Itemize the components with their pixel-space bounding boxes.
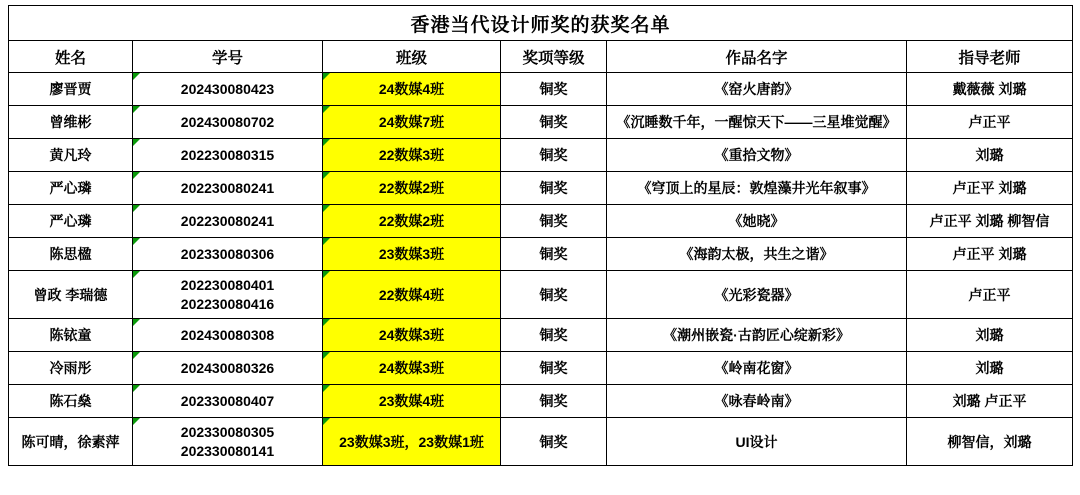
- cell-student-id[interactable]: 202430080423: [133, 73, 323, 106]
- cell-award-level[interactable]: 铜奖: [501, 238, 607, 271]
- cell-tutor[interactable]: 刘璐 卢正平: [907, 385, 1073, 418]
- column-header-class: 班级: [323, 41, 501, 73]
- cell-work-title[interactable]: 《岭南花窗》: [607, 352, 907, 385]
- table-row[interactable]: [9, 319, 1073, 352]
- cell-award-level[interactable]: 铜奖: [501, 385, 607, 418]
- cell-student-id[interactable]: 202230080315: [133, 139, 323, 172]
- cell-student-id[interactable]: 202230080241: [133, 205, 323, 238]
- cell-name[interactable]: 廖晋贾: [9, 73, 133, 106]
- cell-student-id[interactable]: 202430080326: [133, 352, 323, 385]
- cell-name[interactable]: 严心璘: [9, 172, 133, 205]
- cell-tutor[interactable]: 卢正平 刘璐: [907, 238, 1073, 271]
- table-row[interactable]: [9, 271, 1073, 319]
- cell-award-level[interactable]: 铜奖: [501, 319, 607, 352]
- cell-class[interactable]: 23数媒4班: [323, 385, 501, 418]
- cell-award-level[interactable]: 铜奖: [501, 139, 607, 172]
- cell-tutor[interactable]: 卢正平 刘璐: [907, 172, 1073, 205]
- cell-student-id[interactable]: 202230080401 202230080416: [133, 271, 323, 319]
- page-title: 香港当代设计师奖的获奖名单: [9, 6, 1073, 41]
- cell-work-title[interactable]: 《咏春岭南》: [607, 385, 907, 418]
- table-row[interactable]: [9, 352, 1073, 385]
- cell-award-level[interactable]: 铜奖: [501, 352, 607, 385]
- table-row[interactable]: [9, 385, 1073, 418]
- cell-tutor[interactable]: 柳智信，刘璐: [907, 418, 1073, 466]
- cell-award-level[interactable]: 铜奖: [501, 73, 607, 106]
- cell-class[interactable]: 22数媒2班: [323, 205, 501, 238]
- cell-student-id[interactable]: 202330080306: [133, 238, 323, 271]
- cell-tutor[interactable]: 卢正平 刘璐 柳智信: [907, 205, 1073, 238]
- cell-class[interactable]: 22数媒2班: [323, 172, 501, 205]
- cell-name[interactable]: 冷雨彤: [9, 352, 133, 385]
- table-body: [9, 73, 1073, 466]
- cell-name[interactable]: 黄凡玲: [9, 139, 133, 172]
- cell-name[interactable]: 陈可晴，徐素萍: [9, 418, 133, 466]
- table-row[interactable]: [9, 139, 1073, 172]
- cell-work-title[interactable]: UI设计: [607, 418, 907, 466]
- table-row[interactable]: [9, 238, 1073, 271]
- cell-work-title[interactable]: 《光彩瓷器》: [607, 271, 907, 319]
- cell-tutor[interactable]: 刘璐: [907, 352, 1073, 385]
- cell-work-title[interactable]: 《沉睡数千年，一醒惊天下——三星堆觉醒》: [607, 106, 907, 139]
- cell-class[interactable]: 24数媒3班: [323, 352, 501, 385]
- cell-award-level[interactable]: 铜奖: [501, 418, 607, 466]
- cell-name[interactable]: 陈思楹: [9, 238, 133, 271]
- cell-tutor[interactable]: 卢正平: [907, 106, 1073, 139]
- cell-work-title[interactable]: 《她晓》: [607, 205, 907, 238]
- cell-student-id[interactable]: 202430080702: [133, 106, 323, 139]
- table-row[interactable]: [9, 418, 1073, 466]
- cell-award-level[interactable]: 铜奖: [501, 205, 607, 238]
- column-header-student-id: 学号: [133, 41, 323, 73]
- table-row[interactable]: [9, 205, 1073, 238]
- cell-name[interactable]: 曾维彬: [9, 106, 133, 139]
- column-header-name: 姓名: [9, 41, 133, 73]
- cell-class[interactable]: 23数媒3班，23数媒1班: [323, 418, 501, 466]
- cell-class[interactable]: 24数媒7班: [323, 106, 501, 139]
- cell-work-title[interactable]: 《穹顶上的星辰：敦煌藻井光年叙事》: [607, 172, 907, 205]
- cell-award-level[interactable]: 铜奖: [501, 172, 607, 205]
- cell-work-title[interactable]: 《窑火唐韵》: [607, 73, 907, 106]
- cell-student-id[interactable]: 202430080308: [133, 319, 323, 352]
- cell-name[interactable]: 严心璘: [9, 205, 133, 238]
- cell-class[interactable]: 23数媒3班: [323, 238, 501, 271]
- table-row[interactable]: [9, 73, 1073, 106]
- cell-class[interactable]: 22数媒4班: [323, 271, 501, 319]
- cell-name[interactable]: 陈石燊: [9, 385, 133, 418]
- cell-award-level[interactable]: 铜奖: [501, 106, 607, 139]
- cell-work-title[interactable]: 《重拾文物》: [607, 139, 907, 172]
- column-header-work-title: 作品名字: [607, 41, 907, 73]
- cell-tutor[interactable]: 卢正平: [907, 271, 1073, 319]
- cell-class[interactable]: 22数媒3班: [323, 139, 501, 172]
- column-header-award-level: 奖项等级: [501, 41, 607, 73]
- cell-work-title[interactable]: 《潮州嵌瓷·古韵匠心绽新彩》: [607, 319, 907, 352]
- award-list-table: [8, 5, 1073, 466]
- table-row[interactable]: [9, 172, 1073, 205]
- table-header-row: [9, 41, 1073, 73]
- cell-award-level[interactable]: 铜奖: [501, 271, 607, 319]
- cell-tutor[interactable]: 刘璐: [907, 319, 1073, 352]
- cell-work-title[interactable]: 《海韵太极，共生之谐》: [607, 238, 907, 271]
- table-title-row: [9, 6, 1073, 41]
- cell-class[interactable]: 24数媒3班: [323, 319, 501, 352]
- column-header-tutor: 指导老师: [907, 41, 1073, 73]
- cell-student-id[interactable]: 202330080407: [133, 385, 323, 418]
- cell-student-id[interactable]: 202330080305 202330080141: [133, 418, 323, 466]
- cell-class[interactable]: 24数媒4班: [323, 73, 501, 106]
- cell-name[interactable]: 陈铱童: [9, 319, 133, 352]
- cell-student-id[interactable]: 202230080241: [133, 172, 323, 205]
- table-row[interactable]: [9, 106, 1073, 139]
- cell-tutor[interactable]: 戴薇薇 刘璐: [907, 73, 1073, 106]
- cell-tutor[interactable]: 刘璐: [907, 139, 1073, 172]
- cell-name[interactable]: 曾政 李瑞德: [9, 271, 133, 319]
